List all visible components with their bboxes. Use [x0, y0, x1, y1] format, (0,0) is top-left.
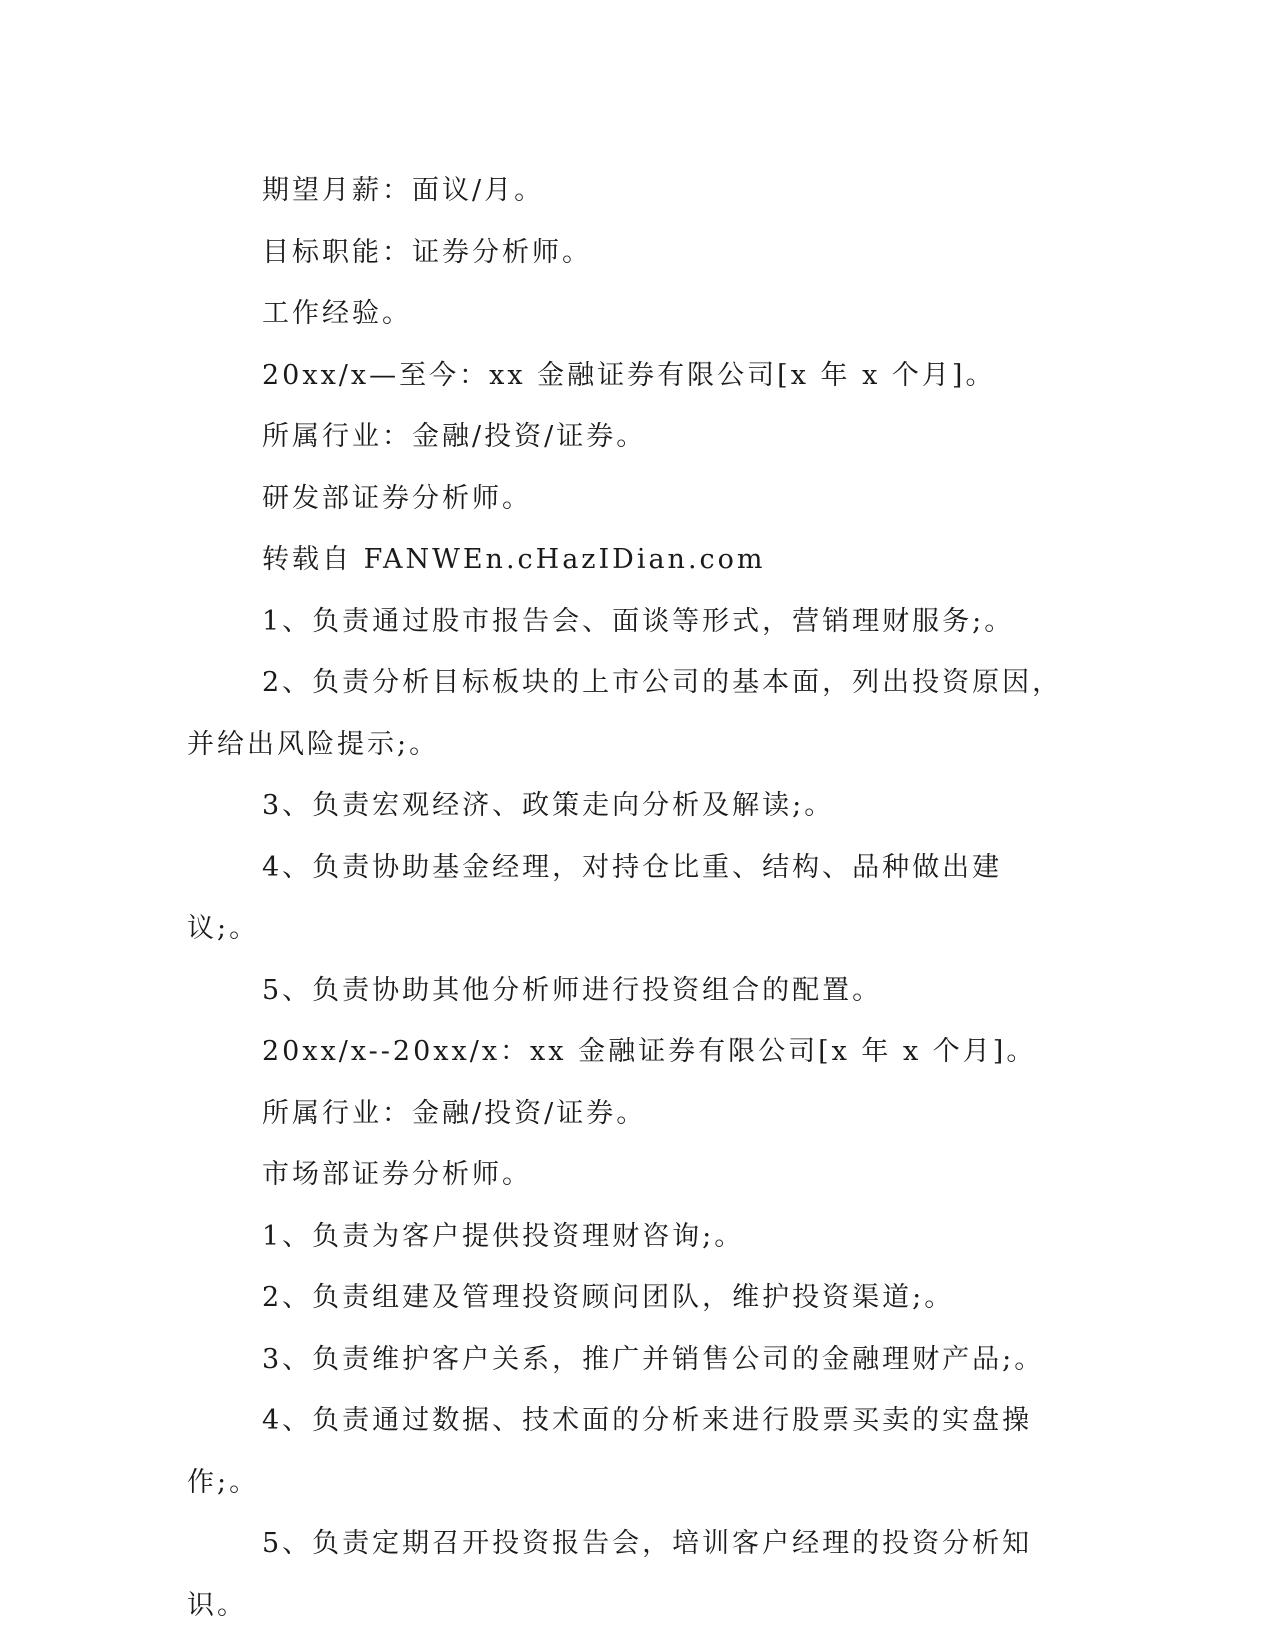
paragraph-job-2-industry: 所属行业：金融/投资/证券。 [262, 1097, 647, 1129]
paragraph-job-1-period: 20xx/x—至今：xx 金融证券有限公司[x 年 x 个月]。 [262, 359, 996, 391]
document-body [187, 160, 1067, 1636]
paragraph-job-2-duty-2: 2、负责组建及管理投资顾问团队，维护投资渠道;。 [262, 1282, 955, 1313]
paragraph-job-2-duty-5: 5、负责定期召开投资报告会，培训客户经理的投资分析知识。 [187, 1528, 1033, 1621]
paragraph-job-2-period: 20xx/x--20xx/x：xx 金融证券有限公司[x 年 x 个月]。 [262, 1036, 1037, 1067]
paragraph-job-2-title: 市场部证券分析师。 [262, 1159, 532, 1190]
paragraph-job-1-duty-1: 1、负责通过股市报告会、面谈等形式，营销理财服务;。 [262, 605, 1015, 637]
paragraph-target-position: 目标职能：证券分析师。 [262, 236, 592, 268]
paragraph-job-1-title: 研发部证券分析师。 [262, 482, 532, 514]
paragraph-job-2-duty-1: 1、负责为客户提供投资理财咨询;。 [262, 1220, 745, 1252]
paragraph-job-2-duty-3: 3、负责维护客户关系，推广并销售公司的金融理财产品;。 [262, 1343, 1045, 1375]
paragraph-job-1-industry: 所属行业：金融/投资/证券。 [262, 421, 647, 452]
paragraph-job-1-duty-3: 3、负责宏观经济、政策走向分析及解读;。 [262, 790, 835, 821]
paragraph-job-1-duty-2: 2、负责分析目标板块的上市公司的基本面，列出投资原因，并给出风险提示;。 [187, 667, 1063, 760]
paragraph-job-2-duty-4: 4、负责通过数据、技术面的分析来进行股票买卖的实盘操作;。 [187, 1405, 1033, 1498]
paragraph-source-note: 转载自 FANWEn.cHazIDian.com [262, 544, 766, 575]
paragraph-work-experience-heading: 工作经验。 [262, 298, 412, 329]
paragraph-job-1-duty-4: 4、负责协助基金经理，对持仓比重、结构、品种做出建议;。 [187, 851, 1003, 944]
paragraph-job-1-duty-5: 5、负责协助其他分析师进行投资组合的配置。 [262, 974, 883, 1006]
paragraph-expected-salary: 期望月薪：面议/月。 [262, 175, 545, 206]
